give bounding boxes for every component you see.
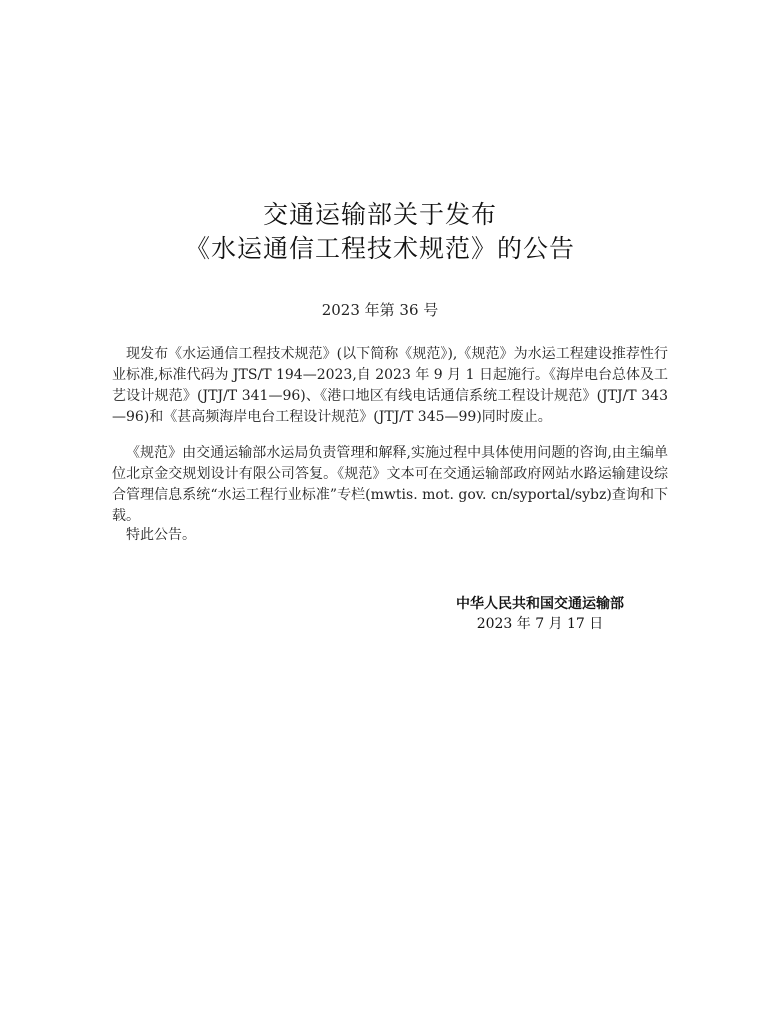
issue-date: 2023 年 7 月 17 日 — [476, 616, 604, 632]
body-paragraph-1: 现发布《水运通信工程技术规范》(以下简称《规范》),《规范》为水运工程建设推荐性行业标准,标准代码为 JTS/T 194—2023,自 2023 年 9 月 1 日起施行。《海岸电台总体及工艺设计规范》(JTJ/T 341—96)、《港口地区有线电话通信系统工程设计规范》(JTJ/T 343—96)和《甚高频海岸电台工程设计规范》(JTJ/T 345—99)同时废止。 — [112, 346, 668, 425]
issuer-name: 中华人民共和国交通运输部 — [456, 596, 624, 612]
announcement-title-line2: 《水运通信工程技术规范》的公告 — [184, 234, 575, 263]
body-paragraph-2: 《规范》由交通运输部水运局负责管理和解释,实施过程中具体使用问题的咨询,由主编单位北京金交规划设计有限公司答复。《规范》文本可在交通运输部政府网站水路运输建设综合管理信息系统“水运工程行业标准”专栏(mwtis. mot. gov. cn/syportal/sybz)查询和下载。 — [112, 445, 668, 524]
announcement-title-line1: 交通运输部关于发布 — [262, 200, 497, 229]
announcement-number: 2023 年第 36 号 — [321, 301, 439, 319]
closing-paragraph: 特此公告。 — [126, 527, 196, 543]
